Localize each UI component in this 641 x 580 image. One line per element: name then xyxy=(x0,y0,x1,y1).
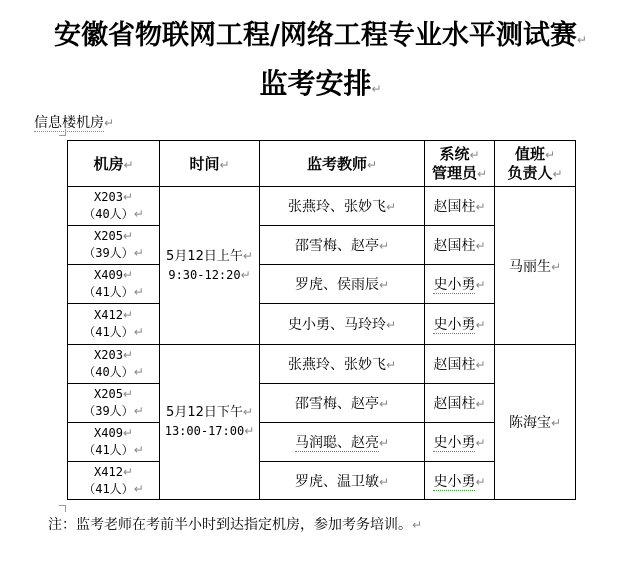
room-cell: X205↵ （39人）↵ xyxy=(68,226,160,265)
room-cell: X205↵ （39人）↵ xyxy=(68,384,160,423)
teachers-cell: 邵雪梅、赵亭↵ xyxy=(260,226,425,265)
teachers-cell: 罗虎、温卫敏↵ xyxy=(260,462,425,500)
paragraph-mark-icon: ↵ xyxy=(412,518,423,532)
teachers-cell: 马润聪、赵亮↵ xyxy=(260,423,425,462)
room-cell: X409↵ （41人）↵ xyxy=(68,423,160,462)
duty-cell: 陈海宝↵ xyxy=(495,345,576,500)
table-header-row xyxy=(68,141,576,187)
teachers-cell: 史小勇、马玲玲↵ xyxy=(260,304,425,345)
admin-cell: 史小勇↵ xyxy=(425,462,495,500)
schedule-table xyxy=(67,140,576,500)
header-time: 时间↵ xyxy=(160,141,260,187)
table-row xyxy=(68,187,576,226)
page-title: 安徽省物联网工程/网络工程专业水平测试赛↵ xyxy=(54,20,587,51)
room-cell: X203↵ （40人）↵ xyxy=(68,187,160,226)
header-teachers: 监考教师↵ xyxy=(260,141,425,187)
location-label: 信息楼机房↵ xyxy=(34,115,115,131)
room-cell: X412↵ （41人）↵ xyxy=(68,462,160,500)
admin-cell: 赵国柱↵ xyxy=(425,345,495,384)
text-boundary-corner xyxy=(59,505,66,512)
room-cell: X409↵ （41人）↵ xyxy=(68,265,160,304)
admin-cell: 史小勇↵ xyxy=(425,304,495,345)
admin-cell: 史小勇↵ xyxy=(425,423,495,462)
admin-cell: 赵国柱↵ xyxy=(425,384,495,423)
paragraph-mark-icon: ↵ xyxy=(576,33,587,47)
admin-cell: 赵国柱↵ xyxy=(425,187,495,226)
header-admin: 系统↵ 管理员↵ xyxy=(425,141,495,187)
table-row xyxy=(68,345,576,384)
teachers-cell: 罗虎、侯雨辰↵ xyxy=(260,265,425,304)
teachers-cell: 张燕玲、张妙飞↵ xyxy=(260,345,425,384)
teachers-cell: 邵雪梅、赵亭↵ xyxy=(260,384,425,423)
text-boundary-corner xyxy=(59,129,66,136)
paragraph-mark-icon: ↵ xyxy=(371,82,382,96)
admin-cell: 赵国柱↵ xyxy=(425,226,495,265)
page-subtitle: 监考安排↵ xyxy=(259,67,382,100)
paragraph-mark-icon: ↵ xyxy=(104,116,115,130)
footnote: 注：监考老师在考前半小时到达指定机房，参加考务培训。↵ xyxy=(48,517,423,533)
header-duty: 值班↵ 负责人↵ xyxy=(495,141,576,187)
room-cell: X203↵ （40人）↵ xyxy=(68,345,160,384)
header-room: 机房↵ xyxy=(68,141,160,187)
duty-cell: 马丽生↵ xyxy=(495,187,576,345)
teachers-cell: 张燕玲、张妙飞↵ xyxy=(260,187,425,226)
time-cell: 5月12日下午↵ 13:00-17:00↵ xyxy=(160,345,260,500)
admin-cell: 史小勇↵ xyxy=(425,265,495,304)
room-cell: X412↵ （41人）↵ xyxy=(68,304,160,345)
time-cell: 5月12日上午↵ 9:30-12:20↵ xyxy=(160,187,260,345)
